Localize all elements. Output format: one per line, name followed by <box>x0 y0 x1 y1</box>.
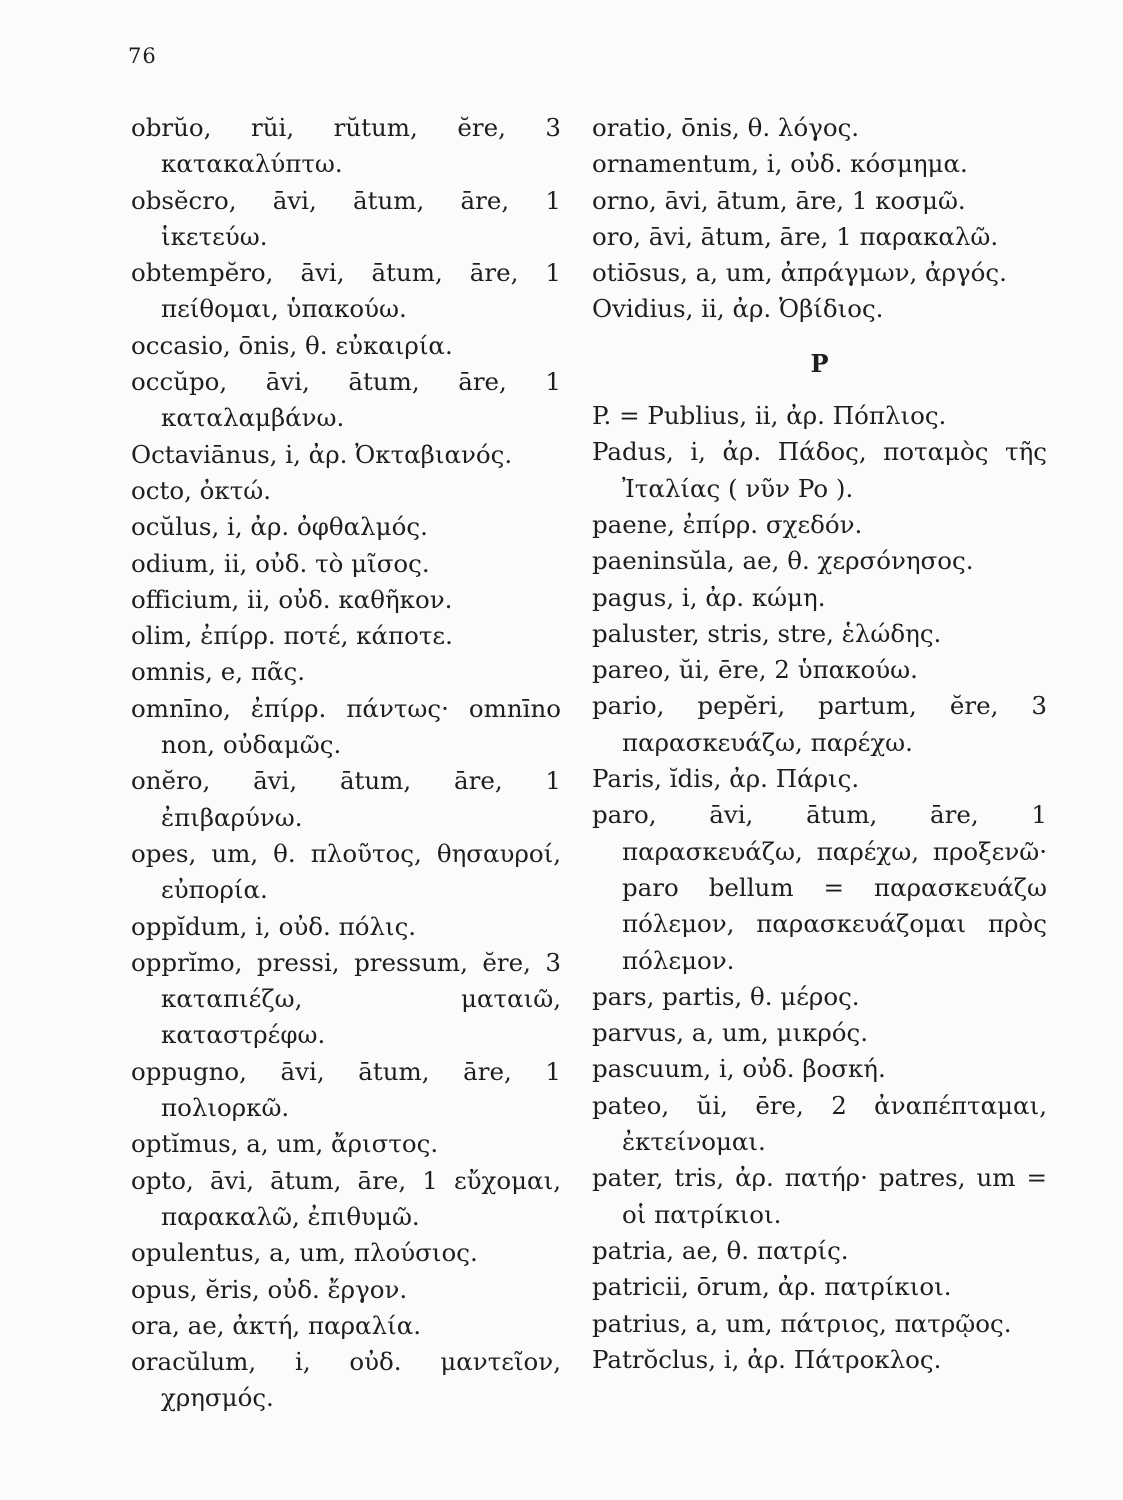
dictionary-entry: opto, āvi, ātum, āre, 1 εὔχομαι, παρακαλῶ, ἐπιθυμῶ. <box>131 1165 561 1231</box>
left-column <box>131 110 561 1417</box>
dictionary-entry: Patrŏclus, i, ἀρ. Πάτροκλος. <box>592 1344 942 1374</box>
dictionary-entry: ornamentum, i, οὐδ. κόσμημα. <box>592 149 968 179</box>
dictionary-entry: odium, ii, οὐδ. τὸ μῖσος. <box>131 548 430 578</box>
dictionary-entry: obtempĕro, āvi, ātum, āre, 1 πείθομαι, ὑπακούω. <box>131 258 561 324</box>
dictionary-entry: Octaviānus, i, ἀρ. Ὀκταβιανός. <box>131 439 513 469</box>
dictionary-entry: ocŭlus, i, ἀρ. ὀφθαλμός. <box>131 512 428 542</box>
dictionary-entry: oro, āvi, ātum, āre, 1 παρακαλῶ. <box>592 221 999 251</box>
dictionary-entry: opulentus, a, um, πλούσιος. <box>131 1238 478 1268</box>
dictionary-entry: optĭmus, a, um, ἄριστος. <box>131 1129 439 1159</box>
dictionary-entry: opes, um, θ. πλοῦτος, θησαυροί, εὐπορία. <box>131 838 561 905</box>
dictionary-entry: pars, partis, θ. μέρος. <box>592 981 860 1011</box>
dictionary-entry: patria, ae, θ. πατρίς. <box>592 1235 849 1265</box>
dictionary-entry: otiōsus, a, um, ἀπράγμων, ἀργός. <box>592 258 1007 288</box>
dictionary-entry: pascuum, i, οὐδ. βοσκή. <box>592 1054 886 1084</box>
dictionary-entry: ora, ae, ἀκτή, παραλία. <box>131 1310 422 1340</box>
dictionary-entry: omnis, e, πᾶς. <box>131 657 305 687</box>
dictionary-entry: P. = Publius, ii, ἀρ. Πόπλιος. <box>592 401 947 431</box>
dictionary-entry: officium, ii, οὐδ. καθῆκον. <box>131 584 453 614</box>
dictionary-entry: pater, tris, ἀρ. πατήρ· patres, um = οἱ πατρίκιοι. <box>592 1163 1047 1229</box>
dictionary-entry: omnīno, ἐπίρρ. πάντως· omnīno non, οὐδαμῶς. <box>131 693 561 760</box>
dictionary-entry: pateo, ŭi, ēre, 2 ἀναπέπταμαι, ἐκτείνομαι. <box>592 1090 1047 1157</box>
dictionary-entry: opus, ĕris, οὐδ. ἔργον. <box>131 1274 408 1304</box>
dictionary-entry: olim, ἐπίρρ. ποτέ, κάποτε. <box>131 621 453 651</box>
dictionary-entry: parvus, a, um, μικρός. <box>592 1018 869 1048</box>
dictionary-entry: oracŭlum, i, οὐδ. μαντεῖον, χρησμός. <box>131 1347 561 1413</box>
dictionary-entry: occŭpo, āvi, ātum, āre, 1 καταλαμβάνω. <box>131 367 561 433</box>
dictionary-entry: paeninsŭla, ae, θ. χερσόνησος. <box>592 546 974 576</box>
dictionary-entry: opprĭmo, pressi, pressum, ĕre, 3 καταπιέζω, ματαιῶ, καταστρέφω. <box>131 947 561 1050</box>
dictionary-entry: pario, pepĕri, partum, ĕre, 3 παρασκευάζω, παρέχω. <box>592 691 1047 757</box>
dictionary-entry: Ovidius, ii, ἀρ. Ὀβίδιος. <box>592 294 884 324</box>
right-column <box>592 110 1047 1378</box>
dictionary-entry: patricii, ōrum, ἀρ. πατρίκιοι. <box>592 1272 952 1302</box>
page-number: 76 <box>128 44 157 68</box>
section-heading: P <box>810 348 829 378</box>
dictionary-entry: obrŭo, rŭi, rŭtum, ĕre, 3 κατακαλύπτω. <box>131 113 561 179</box>
dictionary-entry: paene, ἐπίρρ. σχεδόν. <box>592 509 863 539</box>
dictionary-entry: Paris, ĭdis, ἀρ. Πάρις. <box>592 764 860 794</box>
dictionary-entry: patrius, a, um, πάτριος, πατρῷος. <box>592 1308 1012 1338</box>
dictionary-entry: octo, ὀκτώ. <box>131 475 272 505</box>
dictionary-entry: paro, āvi, ātum, āre, 1 παρασκευάζω, παρέχω, προξενῶ· paro bellum = παρασκευάζω πόλεμον, παρασκευάζομαι πρὸς πόλεμον. <box>592 800 1047 975</box>
dictionary-entry: occasio, ōnis, θ. εὐκαιρία. <box>131 330 453 360</box>
dictionary-entry: oppugno, āvi, ātum, āre, 1 πολιορκῶ. <box>131 1056 561 1123</box>
dictionary-entry: paluster, stris, stre, ἑλώδης. <box>592 618 942 648</box>
dictionary-entry: orno, āvi, ātum, āre, 1 κοσμῶ. <box>592 185 966 215</box>
dictionary-entry: pagus, i, ἀρ. κώμη. <box>592 582 826 612</box>
dictionary-entry: Padus, i, ἀρ. Πάδος, ποταμὸς τῆς Ἰταλίας ( νῦν Po ). <box>592 437 1047 503</box>
dictionary-entry: oppĭdum, i, οὐδ. πόλις. <box>131 911 417 941</box>
dictionary-entry: oratio, ōnis, θ. λόγος. <box>592 113 860 142</box>
dictionary-entry: obsĕcro, āvi, ātum, āre, 1 ἱκετεύω. <box>131 185 561 251</box>
dictionary-entry: pareo, ŭi, ēre, 2 ὑπακούω. <box>592 655 918 685</box>
dictionary-entry: onĕro, āvi, ātum, āre, 1 ἐπιβαρύνω. <box>131 766 561 832</box>
